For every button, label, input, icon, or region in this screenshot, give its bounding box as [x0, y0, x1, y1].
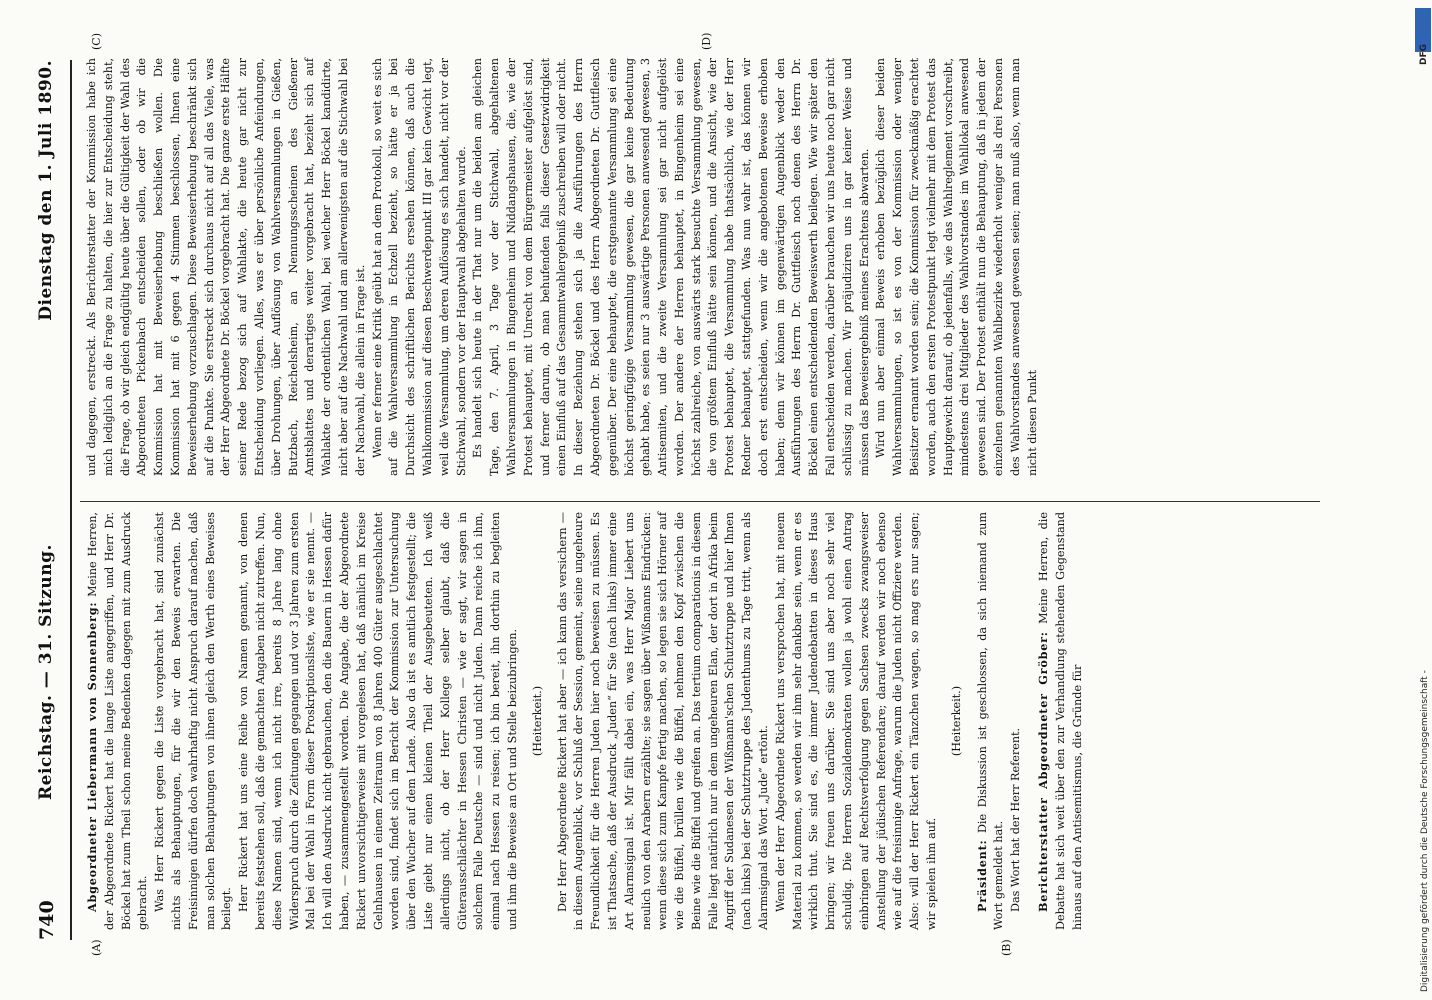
page-number: 740	[36, 900, 58, 940]
dfg-logo: DFG	[1415, 8, 1431, 52]
paragraph: Das Wort hat der Herr Referent.	[1009, 727, 1023, 912]
page-header	[36, 60, 66, 940]
digitization-footer	[1410, 0, 1432, 1000]
left-column	[84, 512, 1086, 930]
paragraph: Wenn der Herr Abgeordnete Rickert uns versprochen hat, mit neuem Material zu kommen, so werden wir ihm sehr dankbar sein, wenn er es wirklich thut. Sie sind es, die immer Judendebatten in dieses Haus bringen; wir freuen uns darüber. Sie sind uns aber noch sehr viel schuldig. Die Herren Sozialdemokraten wollen ja wohl einen Antrag einbringen auf Rechtsverfolgung gegen Sachsen zwecks zwangsweiser Anstellung der jüdischen Referendare; darauf werden wir noch ebenso wie auf die freisinnige Anfrage, warum die Juden nicht Offiziere werden. Also: will der Herr Rickert ein Tänzchen wagen, so mag ers nur sagen; wir spielen ihm auf.	[773, 512, 939, 930]
paragraph: Herr Rickert hat uns eine Reihe von Namen genannt, von denen bereits feststehen soll, daß die gemachten Angaben nicht zutreffen. Nun, diese Namen sind, wenn ich nicht irre, bereits 8 Jahre lang ohne Widerspruch durch die Zeitungen gegangen und vor 3 Jahren zum ersten Mal bei der Wahl in Form dieser Proskriptionsliste, wie er sie nennt. — Ich will den Ausdruck nicht gebrauchen, den die Bauern in Hessen dafür haben, — zusammengestellt worden. Die Angabe, die der Abgeordnete Rickert unvorsichtigerweise mit vorgelesen hat, daß nämlich im Kreise Gelnhausen in einem Zeitraum von 8 Jahren 400 Güter ausgeschlachtet worden sind, findet sich im Bericht der Kommission zur Untersuchung über den Wucher auf dem Lande. Also da ist es amtlich festgestellt; die Liste giebt nur einen kleinen Theil der Ausgebeuteten. Ich weiß allerdings nicht, ob der Herr Kollege selber glaubt, daß die Güterausschlächter in Hessen Christen — wie er sagt, wir sagen in solchem Falle Deutsche — sind und nicht Juden. Dann reiche ich ihm, einmal nach Hessen zu reisen; ich bin bereit, ihn dorthin zu begleiten und ihm die Beweise an Ort und Stelle beizubringen.	[237, 512, 519, 930]
paragraph: Wird nun aber einmal Beweis erhoben bezüglich dieser beiden Wahlversammlungen, so ist es von der Kommission oder weniger Beisitzer ernannt worden sein; die Kommission für zweckmäßig erachtet worden, auch den ersten Protestpunkt legt vielmehr mit dem Protest das Hauptgewicht darauf, ob jedenfalls, wie das Wahlreglement vorschreibt, mindestens drei Mitglieder des Wahlvorstandes im Wahllokal anwesend gewesen sind. Der Protest enthält nun die Behauptung, daß in jedem der einzelnen genannten Wahlbezirke wiederholt weniger als drei Personen des Wahlvorstandes anwesend gewesen seien; man muß also, wenn man nicht diesen Punkt	[874, 58, 1039, 476]
speaker-name: Präsident:	[974, 839, 989, 912]
paragraph: Abgeordneter Liebermann von Sonnenberg: Meine Herren, der Abgeordnete Rickert hat die lange Liste angegriffen, und Herr Dr. Böckel hat zum Theil schon meine Bedenken dagegen mit zum Ausdruck gebracht.	[85, 512, 150, 930]
paragraph: Der Herr Abgeordnete Rickert hat aber — ich kann das versichern — in diesem Augenblick, vor Schluß der Session, gemeint, seine ungeheure Freundlichkeit für die Herren Juden hier noch beweisen zu müssen. Es ist Thatsache, daß der Ausdruck „Juden“ für Sie (nach links) immer eine Art Alarmsignal ist. Mir fällt dabei ein, was Herr Major Liebert uns neulich von den Arabern erzählte; sie sagen über Wißmanns Eindrücken: wenn diese sich zum Kampfe fertig machen, so legen sie sich Hörner auf wie die Büffel, brüllen wie die Büffel, nehmen den Kopf zwischen die Beine wie die Büffel und greifen an. Das tertium comparationis in diesem Falle liegt natürlich nur in dem ungeheuren Elan, der dort in Afrika beim Angriff der Sudanesen der Wißmann'schen Schutztruppe und hier Ihnen (nach links) bei der Schutztruppe des Judenthums zu Tage tritt, wenn als Alarmsignal das Wort „Jude“ ertönt.	[555, 512, 771, 930]
margin-marker-a: (A)	[90, 939, 103, 956]
speaker-name: Berichterstatter Abgeordneter Gröber:	[1036, 631, 1051, 912]
header-session: Reichstag. — 31. Sitzung.	[36, 544, 56, 800]
paragraph: Berichterstatter Abgeordneter Gröber: Meine Herren, die Debatte hat sich weit über den zur Verhandlung stehenden Gegenstand hinaus auf den Antisemitismus, die Gründe für	[1036, 512, 1084, 930]
margin-marker-c: (C)	[90, 33, 103, 50]
paragraph: Es handelt sich heute in der That nur um die beiden am gleichen Tage, den 7. April, 3 Tage vor der Stichwahl, abgehaltenen Wahlversammlungen in Bingenheim und Niddangshausen, die, wie der Protest behauptet, mit Unrecht von dem Bürgermeister aufgelöst sind, und ferner darum, ob man behufenden falls dieser Gesetzwidrigkeit einen Einfluß auf das Gesammtwahlergebniß zuschreiben will oder nicht. In dieser Beziehung stehen sich ja die Ausführungen des Herrn Abgeordneten Dr. Böckel und des Herrn Abgeordneten Dr. Guttfleisch gegenüber. Der eine behauptet, die erstgenannte Versammlung sei eine höchst geringfügige Versammlung gewesen, die gar keine Bedeutung gehabt habe, es seien nur 3 auswärtige Personen anwesend gewesen, 3 Antisemiten, und die zweite Versammlung sei gar nicht aufgelöst worden. Der andere der Herren behauptet, in Bingenheim sei eine höchst zahlreiche, von auswärts stark besuchte Versammlung gewesen, die von größtem Einfluß hätte sein können, und die Ansicht, wie der Protest behauptet, die Versammlung habe thatsächlich, wie der Herr Redner behauptet, stattgefunden. Was nun wahr ist, das können wir doch erst entscheiden, wenn wir die angebotenen Beweise erhoben haben; denn wir können im gegenwärtigen Augenblick weder den Ausführungen des Herrn Dr. Guttfleisch noch denen des Herrn Dr. Böckel einen entscheidenden Beweiswerth beilegen. Wie wir später den Fall entscheiden werden, darüber brauchen wir uns heute noch gar nicht schlüssig zu machen. Wir präjudiziren uns in gar keiner Weise und müssen das Beweisergebniß meines Erachtens abwarten.	[471, 58, 871, 476]
right-column	[84, 58, 1041, 476]
stage-direction: (Heiterkeit.)	[530, 685, 544, 757]
paragraph: Was Herr Rickert gegen die Liste vorgebracht hat, sind zunächst nichts als Behauptungen, für die wir den Beweis erwarten. Die Freisinnigen dürfen doch wahrhaftig nicht Anspruch darauf machen, daß man solchen Behauptungen von ihnen gleich den Werth eines Beweises beilegt.	[153, 512, 234, 930]
paragraph: und dagegen, erstreckt. Als Berichterstatter der Kommission habe ich mich lediglich an die Frage zu halten, die hier zur Entscheidung steht, die Frage, ob wir gleich endgültig heute über die Gültigkeit der Wahl des Abgeordneten Pickenbach entscheiden sollen, oder ob wir die Kommission hat mit Beweiserhebung beschließen wollen. Die Kommission hat mit 6 gegen 4 Stimmen beschlossen, Ihnen eine Beweiserhebung vorzuschlagen. Diese Beweiserhebung beschränkt sich auf die Punkte. Sie erstreckt sich durchaus nicht auf all das Viele, was der Herr Abgeordnete Dr. Böckel vorgebracht hat. Die ganze erste Hälfte seiner Rede bezog sich auf Wahlakte, die heute gar nicht zur Entscheidung vorliegen. Alles, was er über persönliche Anfeindungen, über Drohungen, über Auflösung von Wahlversammlungen in Gießen, Butzbach, Reichelsheim, an Nennungsscheinen des Gießener Amtsblattes und derartiges weiter vorgebracht hat, bezieht sich auf Wahlakte der ordentlichen Wahl, bei welcher Herr Böckel kandidirte, nicht aber auf die Nachwahl und am allerwenigsten auf die Stichwahl bei der Nachwahl, die allein in Frage ist.	[85, 58, 367, 476]
paragraph: Präsident: Die Diskussion ist geschlossen, da sich niemand zum Wort gemeldet hat.	[974, 512, 1006, 930]
paragraph: Wenn er ferner eine Kritik geübt hat an dem Protokoll, so weit es sich auf die Wahlversammlung in Echzell bezieht, so hätte er ja bei Durchsicht des schriftlichen Berichts ersehen können, daß auch die Wahlkommission auf diesen Beschwerdepunkt III gar kein Gewicht legt, weil die Versammlung, um deren Auflösung es sich handelt, nicht vor der Stichwahl, sondern vor der Hauptwahl abgehalten wurde.	[370, 58, 468, 476]
header-date: Dienstag den 1. Juli 1890.	[36, 60, 56, 321]
digitization-note: Digitalisierung gefördert durch die Deutsche Forschungsgemeinschaft -	[1420, 670, 1430, 992]
speaker-name: Abgeordneter Liebermann von Sonnenberg:	[85, 601, 99, 912]
margin-marker-d: (D)	[700, 32, 713, 50]
margin-marker-b: (B)	[1000, 939, 1013, 956]
stage-direction: (Heiterkeit.)	[949, 685, 963, 757]
column-divider	[80, 501, 1320, 502]
header-rule	[70, 60, 72, 940]
